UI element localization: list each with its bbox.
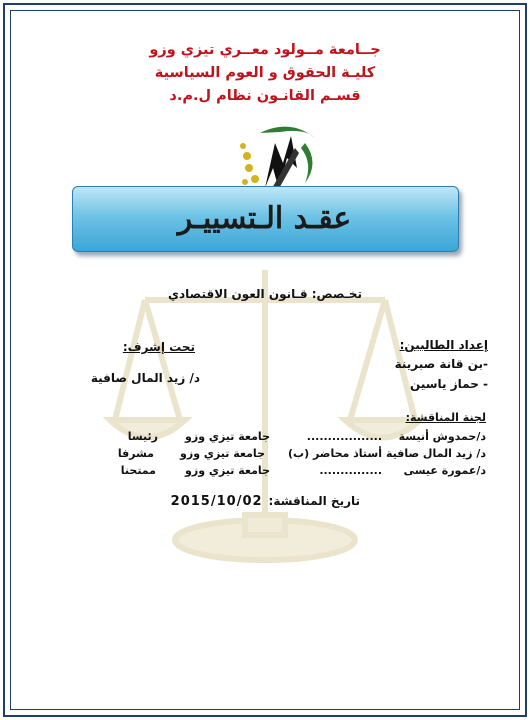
committee-member-role: ممتحنا <box>120 464 156 477</box>
committee-member-name: د/ زيد المال صافية <box>385 447 486 460</box>
committee-member-rank: ............... <box>319 464 382 477</box>
department-name: قسـم القانـون نظام ل.م.د <box>169 88 361 104</box>
supervisor-heading: تحت إشرف: <box>122 340 195 354</box>
students-heading: إعداد الطالبين: <box>399 338 488 352</box>
university-name: جــامعة مــولود معــري تيزي وزو <box>149 42 381 58</box>
student-name-1: -بن قانة صبرينة <box>394 357 488 371</box>
committee-member-rank: أستاذ محاضر (ب) <box>288 447 382 460</box>
supervisor-name: د/ زيد المال صافية <box>90 371 200 385</box>
thesis-title: عقـد الـتسييـر <box>177 200 352 236</box>
committee-member-university: جامعة تيزي وزو <box>180 447 265 460</box>
faculty-name: كليـة الحقوق و العوم السياسية <box>154 65 376 81</box>
committee-member-role: رئيسا <box>127 430 158 443</box>
committee-member-rank: .................. <box>306 430 382 443</box>
committee-member-university: جامعة تيزي وزو <box>185 430 270 443</box>
committee-heading: لجنة المناقشة: <box>405 411 486 424</box>
committee-member-role: مشرفا <box>117 447 154 460</box>
defense-date-row <box>171 494 360 509</box>
specialty: تخـصص: قـانون العون الاقتصادي <box>168 287 362 301</box>
committee-member-name: د/عمورة عيسى <box>403 464 486 477</box>
defense-date-label: تاريخ المناقشة: <box>268 494 360 508</box>
student-name-2: - حماز ياسين <box>410 377 488 391</box>
committee-member-name: د/حمدوش أنيسة <box>398 430 486 443</box>
committee-member-university: جامعة تيزي وزو <box>185 464 270 477</box>
defense-date-value: 2015/10/02 <box>170 494 263 509</box>
